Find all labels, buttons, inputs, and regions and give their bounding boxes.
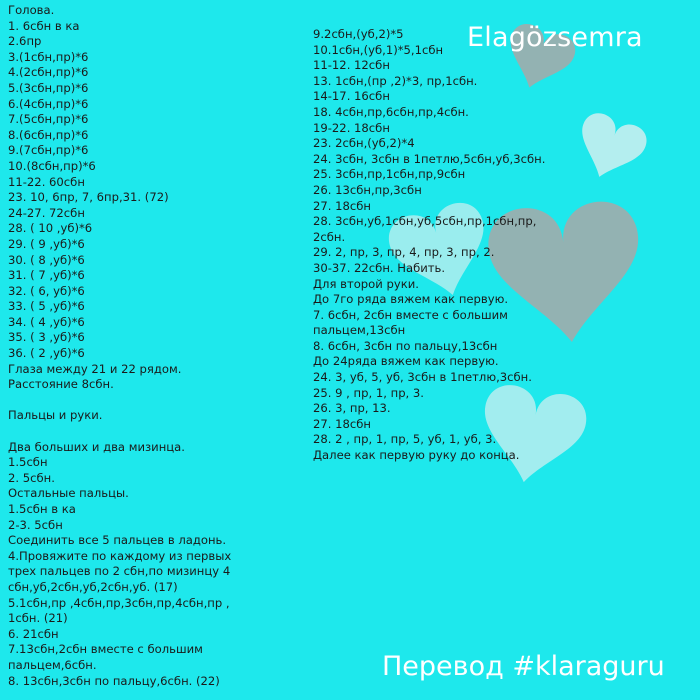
pattern-line: 1.5сбн [8, 455, 48, 470]
watermark-author: Elagözsemra [467, 22, 643, 53]
pattern-line: 4.(2сбн,пр)*6 [8, 65, 89, 80]
pattern-line: 33. ( 5 ,уб)*6 [8, 299, 85, 314]
pattern-line: 7.13сбн,2сбн вместе с большим [8, 642, 203, 657]
pattern-line: 24-27. 72сбн [8, 205, 85, 220]
pattern-line: 28. 3сбн,уб,1сбн,уб,5сбн,пр,1сбн,пр, [313, 214, 537, 229]
pattern-line: 29. ( 9 ,уб)*6 [8, 236, 85, 251]
pattern-line: 28. ( 10 ,уб)*6 [8, 221, 93, 236]
pattern-line: 19-22. 18сбн [313, 120, 390, 135]
pattern-line: 6.(4сбн,пр)*6 [8, 96, 89, 111]
pattern-line: 27. 18сбн [313, 416, 371, 431]
pattern-line: 10.1сбн,(уб,1)*5,1сбн [313, 42, 444, 57]
pattern-line: Пальцы и руки. [8, 408, 103, 423]
pattern-line: 30. ( 8 ,уб)*6 [8, 252, 85, 267]
pattern-line: Далее как первую руку до конца. [313, 448, 520, 463]
pattern-line: 3.(1сбн,пр)*6 [8, 49, 89, 64]
pattern-line: 18. 4сбн,пр,6сбн,пр,4сбн. [313, 104, 469, 119]
pattern-line: 4.Провяжите по каждому из первых [8, 548, 232, 563]
pattern-line: 7. 6сбн, 2сбн вместе с большим [313, 307, 508, 322]
pattern-line: 2.6пр [8, 34, 42, 49]
pattern-line: 9.2сбн,(уб,2)*5 [313, 27, 404, 41]
pattern-line: 1сбн. (21) [8, 611, 68, 626]
pattern-line: Остальные пальцы. [8, 486, 129, 501]
pattern-line: 5.1сбн,пр ,4сбн,пр,3сбн,пр,4сбн,пр , [8, 595, 230, 610]
pattern-line [8, 424, 231, 440]
pattern-line: 25. 9 , пр, 1, пр, 3. [313, 385, 424, 400]
pattern-line: 23. 2сбн,(уб,2)*4 [313, 136, 415, 151]
pattern-line: 31. ( 7 ,уб)*6 [8, 268, 85, 283]
pattern-line: 6. 21сбн [8, 626, 59, 641]
pattern-line: 10.(8сбн,пр)*6 [8, 158, 96, 173]
pattern-line: Расстояние 8сбн. [8, 377, 114, 392]
pattern-line: 5.(3сбн,пр)*6 [8, 80, 89, 95]
watermark-translator: Перевод #klaraguru [382, 651, 665, 682]
pattern-line: 36. ( 2 ,уб)*6 [8, 346, 85, 361]
pattern-line: 1.5сбн в ка [8, 502, 76, 516]
pattern-line: 30-37. 22сбн. Набить. [313, 260, 446, 275]
pattern-line: пальцем,6сбн. [8, 657, 97, 672]
pattern-line: 2-3. 5сбн [8, 517, 63, 532]
pattern-line: 26. 3, пр, 13. [313, 401, 391, 416]
pattern-line: 2. 5сбн. [8, 470, 55, 485]
pattern-line: 28. 2 , пр, 1, пр, 5, уб, 1, уб, 3. [313, 432, 497, 447]
pattern-line: 9.(7сбн,пр)*6 [8, 143, 89, 158]
pattern-line: 11-22. 60сбн [8, 174, 85, 189]
pattern-line: 24. 3сбн, 3сбн в 1петлю,5сбн,уб,3сбн. [313, 151, 546, 166]
pattern-line: Два больших и два мизинца. [8, 439, 185, 454]
pattern-line: 14-17. 16сбн [313, 89, 390, 104]
pattern-line: 35. ( 3 ,уб)*6 [8, 330, 85, 345]
pattern-line: трех пальцев по 2 сбн,по мизинцу 4 [8, 564, 231, 579]
pattern-line: До 7го ряда вяжем как первую. [313, 292, 509, 307]
pattern-line: Для второй руки. [313, 276, 419, 291]
pattern-line: 26. 13сбн,пр,3сбн [313, 182, 422, 197]
pattern-line: сбн,уб,2сбн,уб,2сбн,уб. (17) [8, 579, 178, 594]
pattern-line: Голова. [8, 3, 55, 17]
pattern-line: 8.(6сбн,пр)*6 [8, 127, 89, 142]
pattern-line: 23. 10, 6пр, 7, 6пр,31. (72) [8, 190, 169, 205]
pattern-line: 29. 2, пр, 3, пр, 4, пр, 3, пр, 2. [313, 245, 495, 260]
pattern-line: 32. ( 6, уб)*6 [8, 283, 85, 298]
pattern-line: 34. ( 4 ,уб)*6 [8, 314, 85, 329]
pattern-line: 25. 3сбн,пр,1сбн,пр,9сбн [313, 167, 466, 182]
pattern-line: 8. 6сбн, 3сбн по пальцу,13сбн [313, 338, 498, 353]
pattern-line: До 24ряда вяжем как первую. [313, 354, 499, 369]
pattern-line: 27. 18сбн [313, 198, 371, 213]
pattern-line [8, 393, 231, 409]
pattern-line: 1. 6сбн в ка [8, 18, 80, 33]
pattern-column-right [313, 27, 545, 464]
pattern-line: пальцем,13сбн [313, 323, 406, 338]
pattern-line: 2сбн. [313, 229, 346, 244]
pattern-line: Соединить все 5 пальцев в ладонь. [8, 533, 227, 548]
pattern-line: 13. 1сбн,(пр ,2)*3, пр,1сбн. [313, 73, 478, 88]
pattern-line: 24. 3, уб, 5, уб, 3сбн в 1петлю,3сбн. [313, 370, 532, 385]
pattern-line: 11-12. 12сбн [313, 58, 390, 73]
pattern-line: Глаза между 21 и 22 рядом. [8, 361, 182, 376]
heart-light-right [568, 109, 651, 188]
pattern-line: 7.(5сбн,пр)*6 [8, 112, 89, 127]
pattern-column-left [8, 3, 231, 689]
pattern-line: 8. 13сбн,3сбн по пальцу,6сбн. (22) [8, 673, 220, 688]
